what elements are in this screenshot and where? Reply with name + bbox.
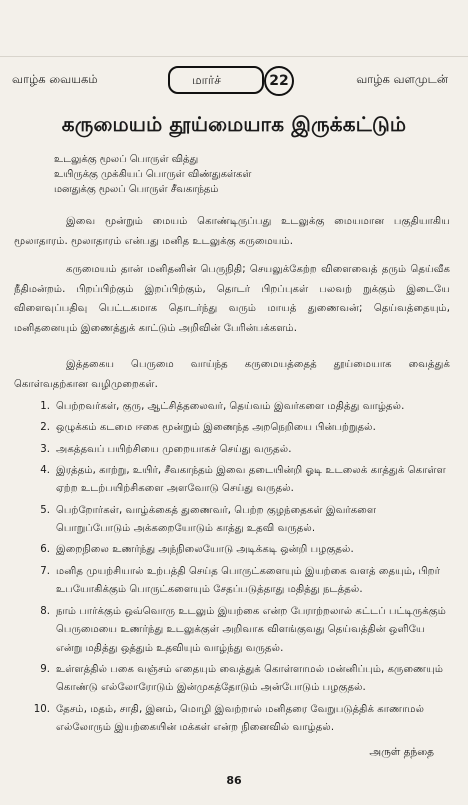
verse-line: மனதுக்கு மூலப் பொருள் சீவகாந்தம்	[54, 184, 219, 195]
step-text: இறைநிலை உணர்ந்து அந்நிலையோடு அடிக்கடி ஒன்றி பழகுதல்.	[56, 544, 354, 556]
month-label: மார்ச்	[192, 73, 221, 87]
step-text: மனித முயற்சியால் உற்பத்தி செய்த பொருட்களையும் இயற்கை வளத் தையும், பிறர் உபயோகிக்கும் பொருட்களையும் சேதப்படுத்தாது மதித்து நடத்தல்.	[56, 565, 441, 596]
list-item	[12, 398, 452, 417]
step-text: நாம் பார்க்கும் ஒவ்வொரு உடலும் இயற்கை என்ற பேராற்றலால் கட்டப் பட்டிருக்கும் பெருமையை உணர்ந்து உடலுக்குள் அறிவாக விளங்குவது தெய்வத்தின் ஒளியே என்று மதித்து ஒத்தும் உதவியும் வாழ்ந்து வருதல்.	[56, 605, 446, 654]
step-number: 7.	[40, 565, 50, 577]
page-number: 86	[226, 774, 242, 787]
scan-edge	[0, 56, 468, 57]
step-number: 8.	[40, 605, 50, 617]
verse-block	[54, 152, 251, 197]
list-item	[12, 462, 452, 499]
step-text: பெற்றவர்கள், குரு, ஆட்சித்தலைவர், தெய்வம் இவர்களை மதித்து வாழ்தல்.	[56, 401, 405, 412]
header-left-text: வாழ்க வையகம்	[12, 72, 98, 86]
list-item	[12, 502, 452, 539]
steps-list	[12, 398, 452, 740]
step-text: அகத்தவப் பயிற்சியை முறையாகச் செய்து வருதல்.	[56, 443, 292, 455]
signature: அருள் தந்தை	[369, 746, 434, 758]
header-right-text: வாழ்க வளமுடன்	[356, 72, 448, 86]
list-item	[12, 441, 452, 460]
step-number: 3.	[40, 443, 50, 455]
list-item	[12, 419, 452, 438]
step-text: ஒழுக்கம் கடமை ஈகை மூன்றும் இணைந்த அறநெறியை பின்பற்றுதல்.	[56, 422, 376, 434]
step-number: 9.	[40, 663, 50, 675]
day-circle: 22	[264, 66, 294, 96]
step-number: 6.	[40, 544, 50, 556]
step-text: உள்ளத்தில் பகை வஞ்சம் எதையும் வைத்துக் கொள்ளாமல் மன்னிப்பும், கருணையும் கொண்டு எல்லோரோடும் இன்முகத்தோடும் அன்போடும் பழகுதல்.	[56, 663, 444, 694]
list-item	[12, 701, 452, 738]
list-item	[12, 603, 452, 659]
verse-line: உடலுக்கு மூலப் பொருள் வித்து	[54, 154, 199, 165]
step-number: 2.	[40, 422, 50, 434]
step-text: இரத்தம், காற்று, உயிர், சீவகாந்தம் இவை தடையின்றி ஓடி உடலைக் காத்துக் கொள்ள ஏற்ற உடற்பயிற்சிகளை அளவோடு செய்து வருதல்.	[56, 464, 446, 495]
paragraph: இத்தகைய பெருமை வாய்ந்த கருமையத்தைத் தூய்மையாக வைத்துக் கொள்வதற்கான வழிமுறைகள்.	[14, 359, 450, 390]
list-item	[12, 563, 452, 600]
step-number: 4.	[40, 464, 50, 476]
list-item	[12, 541, 452, 560]
page-title: கருமையம் தூய்மையாக இருக்கட்டும்	[61, 112, 407, 136]
paragraph: இவை மூன்றும் மையம் கொண்டிருப்பது உடலுக்கு மையமான பகுதியாகிய மூலாதாரம். மூலாதாரம் என்பது மனித உடலுக்கு கருமையம்.	[14, 216, 450, 247]
step-number: 1.	[40, 401, 50, 412]
step-text: தேசம், மதம், சாதி, இனம், மொழி இவற்றால் மனிதரை வேறுபடுத்திக் காணாமல் எல்லோரும் இயற்கையின் மக்கள் என்ற நினைவில் வாழ்தல்.	[56, 703, 425, 734]
list-item	[12, 661, 452, 698]
page-header	[0, 64, 468, 100]
step-number: 10.	[33, 703, 50, 715]
step-number: 5.	[40, 504, 50, 516]
step-text: பெற்றோர்கள், வாழ்க்கைத் துணைவர், பெற்ற குழந்தைகள் இவர்களை பொறுப்போடும் அக்கறையோடும் காத்து உதவி வருதல்.	[56, 504, 377, 535]
verse-line: உயிருக்கு முக்கியப் பொருள் விண்துகள்கள்	[54, 169, 252, 180]
paragraph: கருமையம் தான் மனிதனின் பெருநிதி; செயலுக்கேற்ற விளைவைத் தரும் தெய்வீக நீதிமன்றம். பிறப்பிற்கும் இறப்பிற்கும், தொடர் பிறப்புகள் பலவற் றுக்கும் இடையே விளைவுப்பதிவு பெட்டகமாக தொடர்ந்து வரும் மாயத் துணைவன்; தெய்வத்தையும், மனிதனையும் இணைத்துக் காட்டும் அறிவின் பேரின்பக்களம்.	[14, 264, 450, 334]
date-box	[168, 66, 289, 94]
